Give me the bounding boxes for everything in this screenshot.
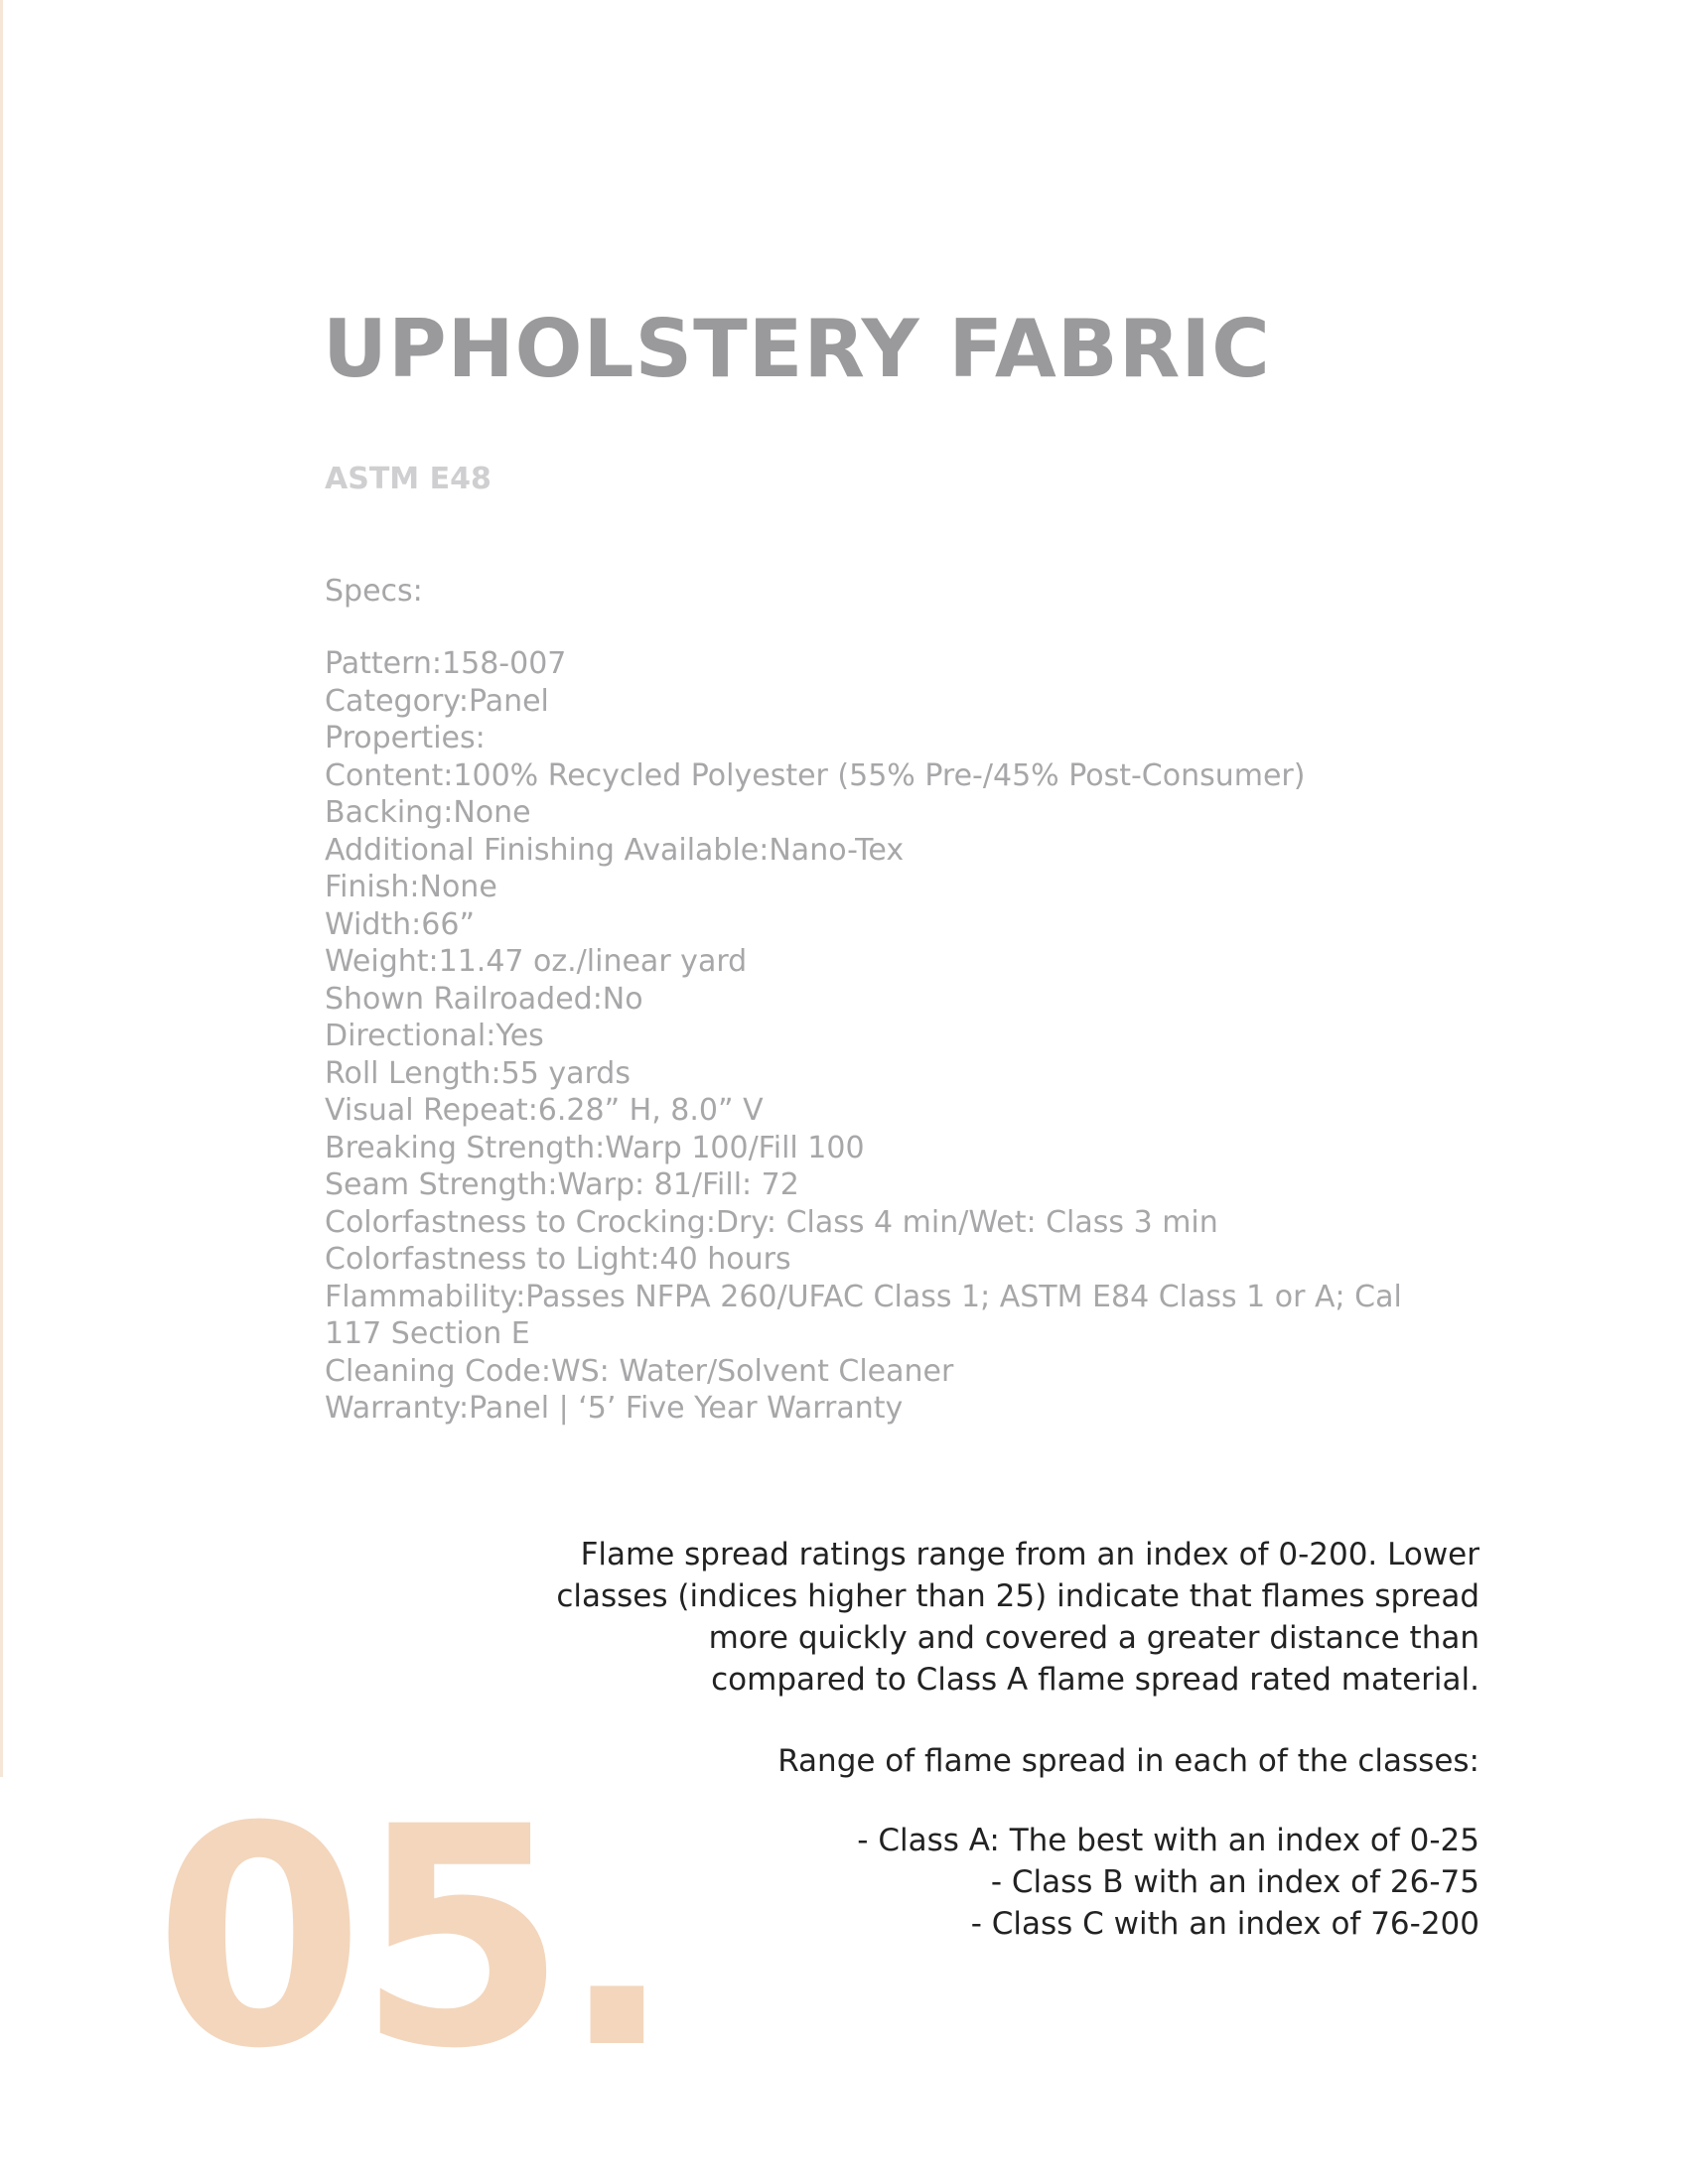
spec-item: Finish:None: [325, 870, 497, 904]
spec-item: Additional Finishing Available:Nano-Tex: [325, 832, 905, 868]
spec-item: Width:66”: [325, 906, 475, 942]
section-number: 05.: [154, 1762, 667, 2115]
spec-item: Backing:None: [325, 795, 531, 830]
spec-item: Cleaning Code:WS: Water/Solvent Cleaner: [325, 1353, 954, 1389]
spec-item: Colorfastness to Crocking:Dry: Class 4 min/Wet: Class 3 min: [325, 1204, 1218, 1240]
spec-item: Weight:11.47 oz./linear yard: [325, 944, 748, 979]
spec-item: Category:Panel: [325, 683, 549, 719]
left-accent-rule: [0, 0, 3, 1777]
classes-heading: Range of flame spread in each of the classes:: [777, 1743, 1479, 1779]
standard-label: ASTM E48: [325, 462, 492, 496]
class-item: - Class B with an index of 26-75: [990, 1864, 1479, 1900]
spec-item: Seam Strength:Warp: 81/Fill: 72: [325, 1167, 799, 1202]
spec-item: Directional:Yes: [325, 1019, 544, 1053]
spec-item: Breaking Strength:Warp 100/Fill 100: [325, 1130, 865, 1165]
spec-item: Visual Repeat:6.28” H, 8.0” V: [325, 1093, 764, 1128]
flame-spread-info: [556, 1534, 1479, 1945]
spec-item: Pattern:158-007: [325, 646, 567, 681]
specs-list: [325, 645, 1467, 1428]
flame-spread-paragraph: Flame spread ratings range from an index of 0-200. Lower classes (indices higher than 25) indicate that flames spread more quickly and covered a greater distance than compared to Class A flame spread rated material.: [556, 1537, 1479, 1698]
spec-item: Warranty:Panel | ‘5’ Five Year Warranty: [325, 1391, 904, 1426]
class-item: - Class C with an index of 76-200: [970, 1906, 1479, 1942]
spec-item: Roll Length:55 yards: [325, 1055, 631, 1091]
spec-item: Content:100% Recycled Polyester (55% Pre-/45% Post-Consumer): [325, 757, 1306, 793]
page-title: UPHOLSTERY FABRIC: [323, 303, 1271, 395]
spec-item: Shown Railroaded:No: [325, 981, 643, 1017]
spec-item: Properties:: [325, 721, 486, 755]
class-item: - Class A: The best with an index of 0-25: [857, 1823, 1479, 1858]
specs-heading: Specs:: [325, 574, 423, 609]
spec-item: Flammability:Passes NFPA 260/UFAC Class 1; ASTM E84 Class 1 or A; Cal 117 Section E: [325, 1279, 1402, 1351]
spec-item: Colorfastness to Light:40 hours: [325, 1242, 791, 1277]
